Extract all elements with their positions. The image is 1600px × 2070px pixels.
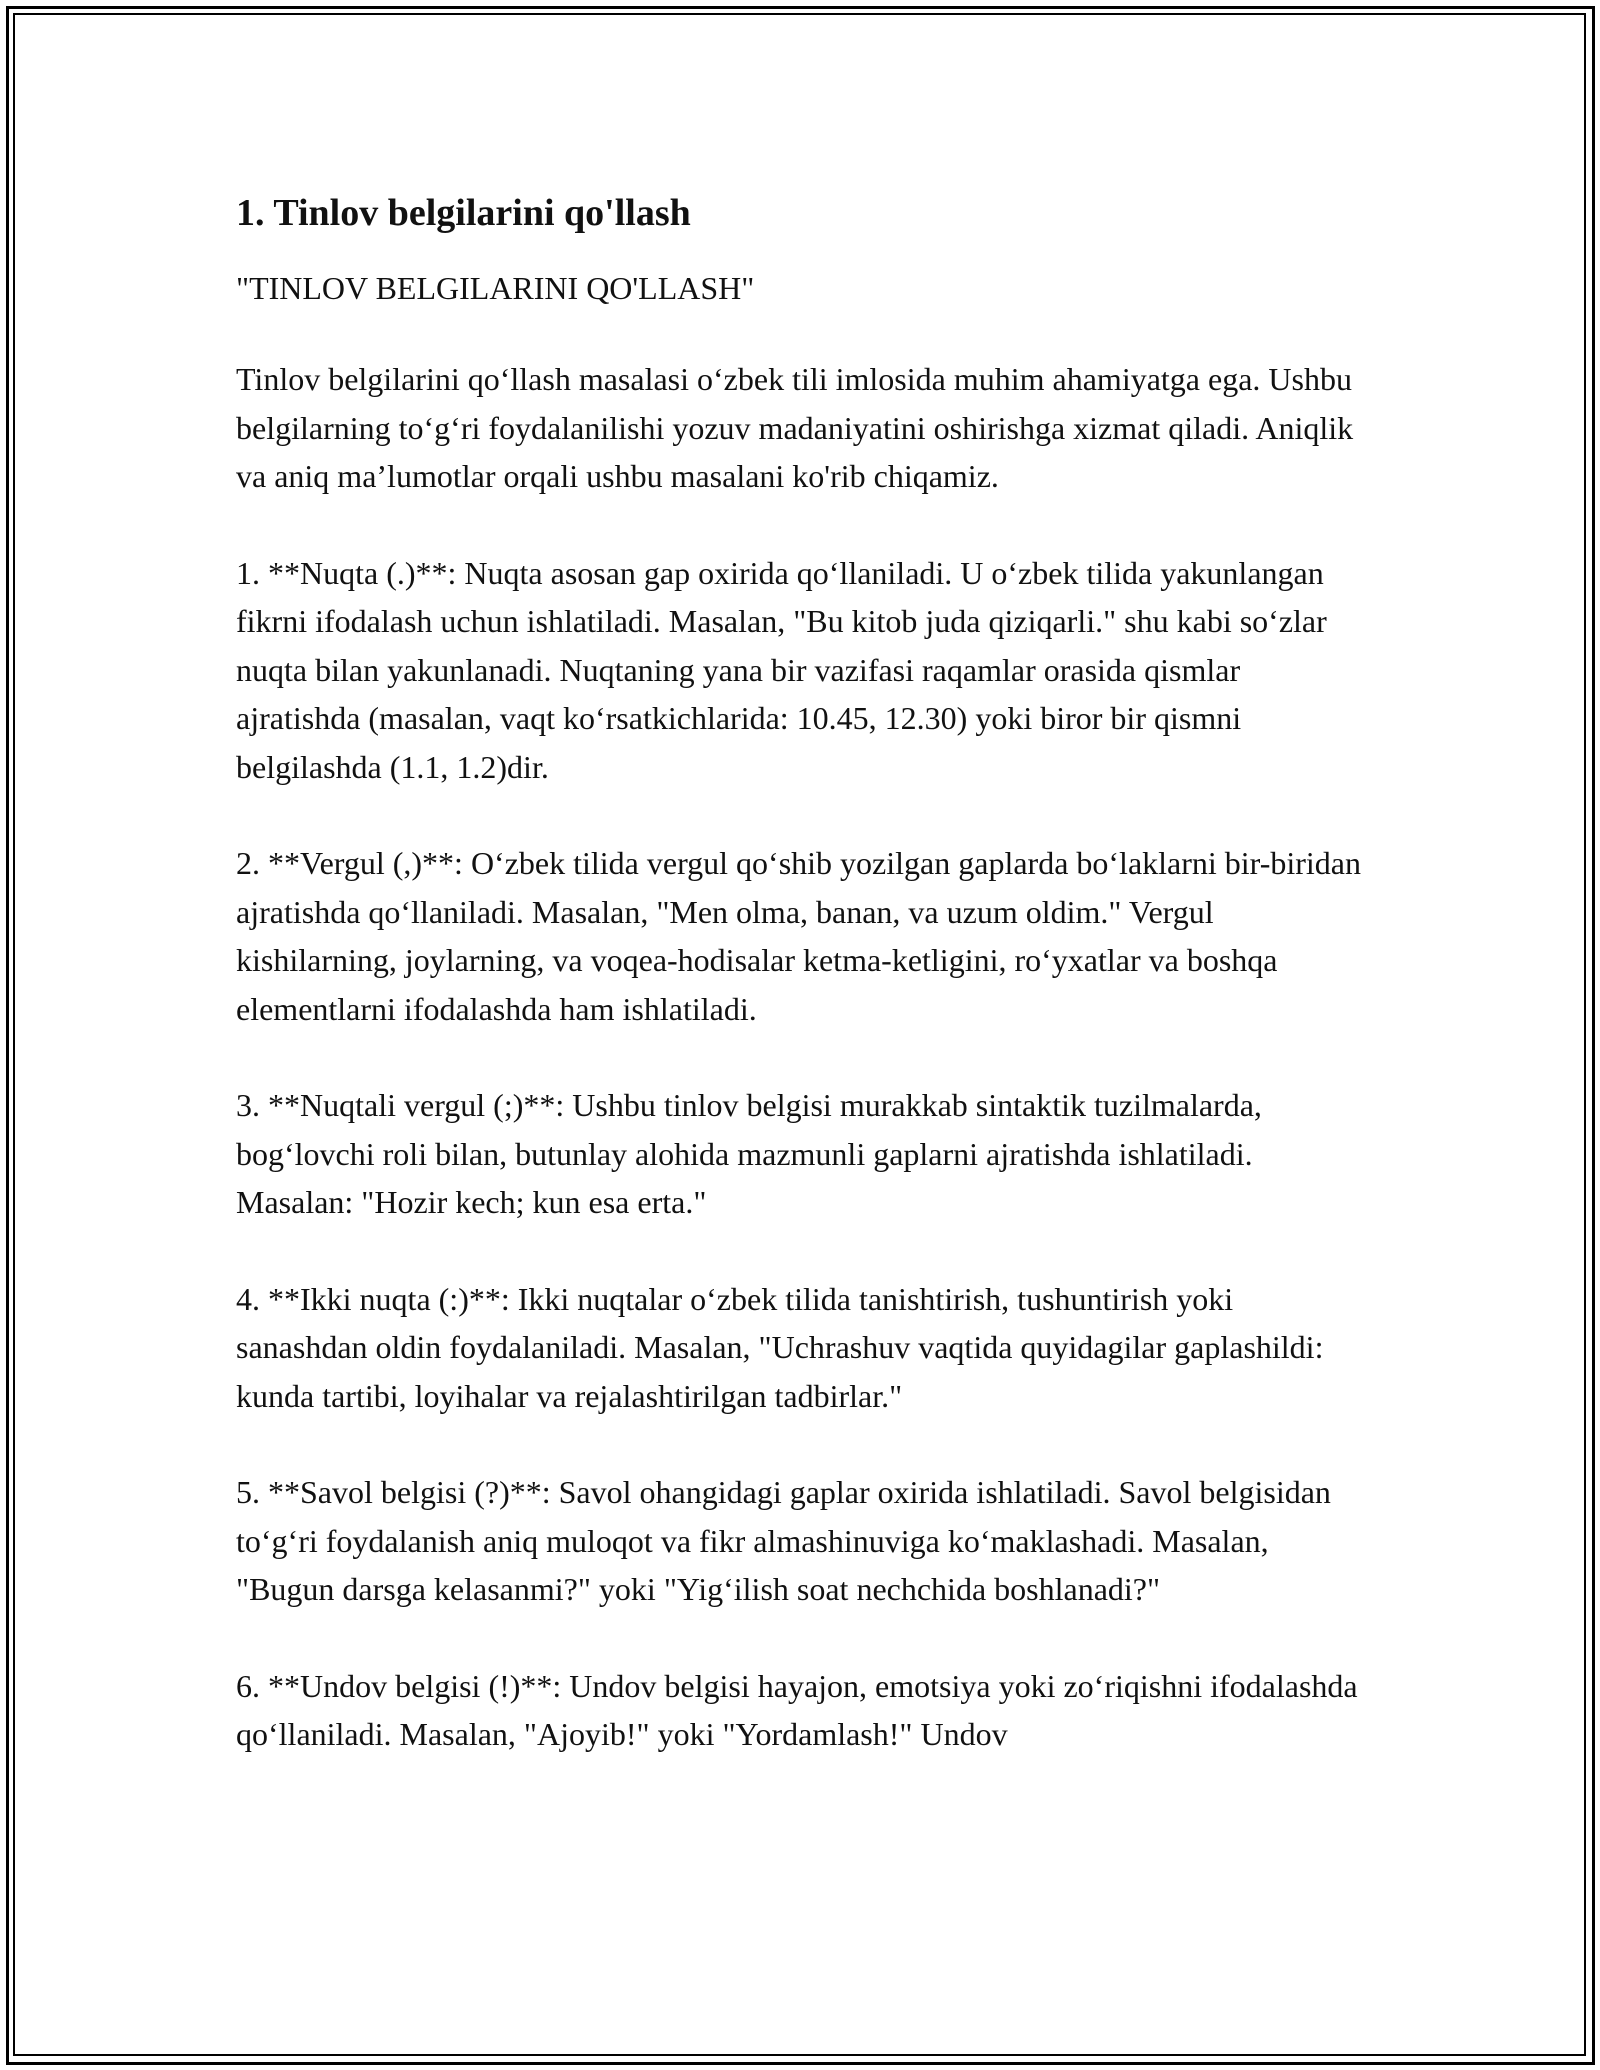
list-item-undov-belgisi: 6. **Undov belgisi (!)**: Undov belgisi hayajon, emotsiya yoki zo‘riqishni ifodalashda qo‘llaniladi. Masalan, "Ajoyib!" yoki "Yordamlash!" Undov [236,1667,1358,1752]
document-subtitle: "TINLOV BELGILARINI QO'LLASH" [236,270,755,306]
list-item-ikki-nuqta: 4. **Ikki nuqta (:)**: Ikki nuqtalar o‘zbek tilida tanishtirish, tushuntirish yoki sanashdan oldin foydalaniladi. Masalan, "Uchrashuv vaqtida quyidagilar gaplashildi: kunda tartibi, loyihalar va rejalashtirilgan tadbirlar." [236,1280,1324,1414]
list-item-savol-belgisi: 5. **Savol belgisi (?)**: Savol ohangidagi gaplar oxirida ishlatiladi. Savol belgisidan to‘g‘ri foydalanish aniq muloqot va fikr almashinuviga ko‘maklashadi. Masalan, "Bugun darsga kelasanmi?" yoki "Yig‘ilish soat nechchida boshlanadi?" [236,1474,1331,1607]
document-title: 1. Tinlov belgilarini qo'llash [236,192,691,234]
intro-paragraph: Tinlov belgilarini qo‘llash masalasi o‘zbek tili imlosida muhim ahamiyatga ega. Ushbu belgilarning to‘g‘ri foydalanilishi yozuv madaniyatini oshirishga xizmat qiladi. Aniqlik va aniq ma’lumotlar orqali ushbu masalani ko'rib chiqamiz. [236,361,1354,494]
list-item-nuqta: 1. **Nuqta (.)**: Nuqta asosan gap oxirida qo‘llaniladi. U o‘zbek tilida yakunlangan fikrni ifodalash uchun ishlatiladi. Masalan, "Bu kitob juda qiziqarli." shu kabi so‘zlar nuqta bilan yakunlanadi. Nuqtaning yana bir vazifasi raqamlar orasida qismlar ajratishda (masalan, vaqt ko‘rsatkichlarida: 10.45, 12.30) yoki biror bir qismni belgilashda (1.1, 1.2)dir. [236,554,1327,785]
list-item-nuqtali-vergul: 3. **Nuqtali vergul (;)**: Ushbu tinlov belgisi murakkab sintaktik tuzilmalarda, bog‘lovchi roli bilan, butunlay alohida mazmunli gaplarni ajratishda ishlatiladi. Masalan: "Hozir kech; kun esa erta." [236,1087,1262,1220]
list-item-vergul: 2. **Vergul (,)**: O‘zbek tilida vergul qo‘shib yozilgan gaplarda bo‘laklarni bir-biridan ajratishda qo‘llaniladi. Masalan, "Men olma, banan, va uzum oldim." Vergul kishilarning, joylarning, va voqea-hodisalar ketma-ketligini, ro‘yxatlar va boshqa elementlarni ifodalashda ham ishlatiladi. [236,845,1361,1027]
document-body [236,188,1371,1759]
